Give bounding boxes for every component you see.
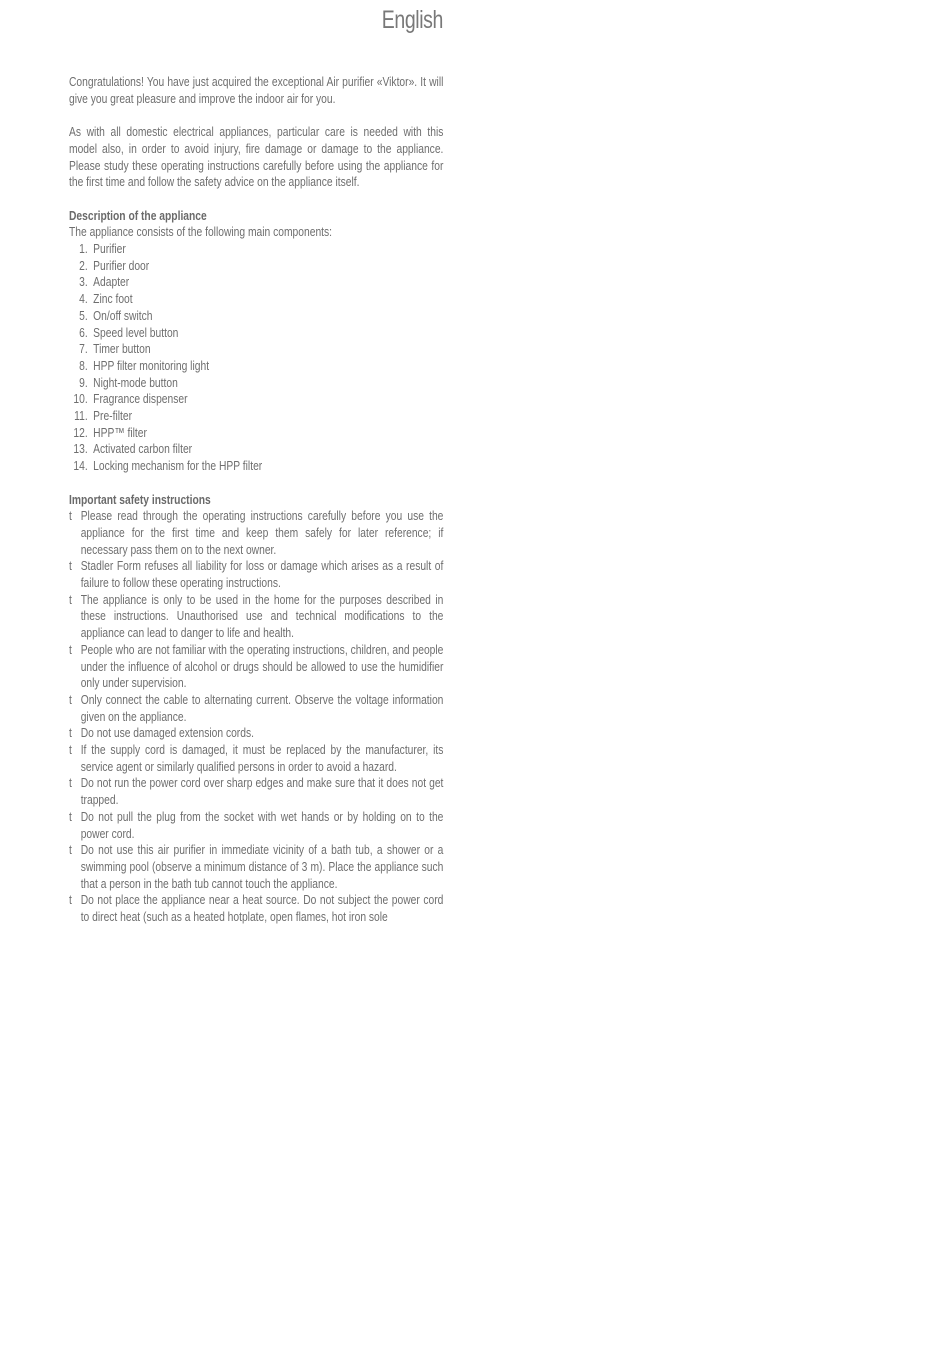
component-number: 1. [79,241,88,256]
component-label: Night-mode button [93,374,178,390]
safety-item-text: Do not use this air purifier in immediate vicinity of a bath tub, a shower or a swimming pool (observe a minimum distance of 3 m). Place the appliance such that a person in the bath tub cannot touch the appliance. [80,842,444,891]
intro-caution: As with all domestic electrical appliances, particular care is needed with this model also, in order to avoid injury, fire damage or damage to the appliance. Please study these operating instructions carefully before using the appliance for the first time and follow the safety advice on the appliance itself. [69,124,444,190]
intro-greeting: Congratulations! You have just acquired the exceptional Air purifier «Viktor». It will give you great pleasure and improve the indoor air for you. [69,74,444,106]
safety-item [69,842,443,892]
component-label: HPP filter monitoring light [93,357,210,373]
component-number: 11. [74,408,88,424]
component-item [69,274,443,291]
bullet-glyph: t [69,742,72,758]
bullet-glyph: t [69,892,72,908]
safety-item [69,775,443,808]
safety-item-text: If the supply cord is damaged, it must be replaced by the manufacturer, its service agent or similarly qualified persons in order to avoid a hazard. [80,742,444,774]
bullet-glyph: t [69,591,72,607]
safety-item-text: Please read through the operating instructions carefully before you use the appliance for the first time and keep them safely for later reference; if necessary pass them on to the next owner. [80,508,444,557]
component-item [69,291,443,308]
safety-item [69,508,443,558]
language-heading: English [381,6,443,34]
component-number: 6. [79,324,88,340]
safety-item-text: Do not run the power cord over sharp edges and make sure that it does not get trapped. [80,775,444,808]
bullet-glyph: t [69,808,72,824]
component-label: Purifier door [93,257,150,273]
component-label: Timer button [93,341,151,357]
component-label: Pre-filter [93,408,133,424]
safety-item-text: Stadler Form refuses all liability for loss or damage which arises as a result of failure to follow these operating instructions. [80,558,444,591]
safety-item [69,592,443,642]
component-number: 10. [73,391,88,407]
bullet-glyph: t [69,725,72,741]
component-label: Speed level button [93,324,179,340]
bullet-glyph: t [69,775,72,791]
component-label: Fragrance dispenser [93,391,188,407]
manual-text-column [69,74,443,926]
description-intro: The appliance consists of the following main components: [69,224,333,240]
component-item [69,341,443,358]
safety-item [69,692,443,725]
component-number: 9. [79,374,88,390]
component-label: Zinc foot [93,291,133,307]
safety-item-text: Do not use damaged extension cords. [80,725,254,741]
bullet-glyph: t [69,691,72,707]
component-number: 4. [79,291,88,307]
description-title: Description of the appliance [69,207,207,223]
component-label: Activated carbon filter [93,441,193,457]
component-number: 13. [73,441,88,457]
safety-item [69,892,443,925]
safety-item [69,725,443,742]
safety-item [69,742,443,775]
component-label: Adapter [93,274,130,290]
safety-item-text: Do not pull the plug from the socket with wet hands or by holding on to the power cord. [80,808,444,841]
component-item [69,258,443,275]
bullet-glyph: t [69,842,72,858]
component-item [69,375,443,392]
component-number: 8. [79,357,88,373]
component-item [69,325,443,342]
component-item [69,308,443,325]
safety-item-text: People who are not familiar with the operating instructions, children, and people under the influence of alcohol or drugs should be allowed to use the humidifier only under supervision. [80,641,444,691]
component-item [69,425,443,442]
safety-title: Important safety instructions [69,491,211,507]
components-list [69,241,443,475]
component-item [69,391,443,408]
safety-item [69,558,443,591]
component-number: 2. [79,257,88,273]
component-number: 3. [79,274,88,290]
safety-item-text: Only connect the cable to alternating current. Observe the voltage information given on the appliance. [80,691,444,724]
safety-item [69,642,443,692]
safety-item-text: The appliance is only to be used in the home for the purposes described in these instructions. Unauthorised use and technical modifications to the appliance can lead to danger to life and health. [80,591,444,641]
bullet-glyph: t [69,558,72,574]
bullet-glyph: t [69,641,72,657]
component-label: Locking mechanism for the HPP filter [93,458,263,474]
component-number: 12. [73,424,88,440]
safety-list [69,508,443,926]
component-label: Purifier [93,241,126,256]
component-label: HPP™ filter [93,424,147,440]
component-item [69,458,443,475]
component-number: 5. [79,307,88,323]
component-item [69,408,443,425]
safety-item [69,809,443,842]
component-number: 14. [73,458,88,474]
component-item [69,358,443,375]
component-item [69,441,443,458]
component-number: 7. [79,341,88,357]
component-item [69,241,443,258]
safety-item-text: Do not place the appliance near a heat source. Do not subject the power cord to direct heat (such as a heated hotplate, open flames, hot iron sole [80,892,444,925]
component-label: On/off switch [93,307,153,323]
bullet-glyph: t [69,508,72,524]
